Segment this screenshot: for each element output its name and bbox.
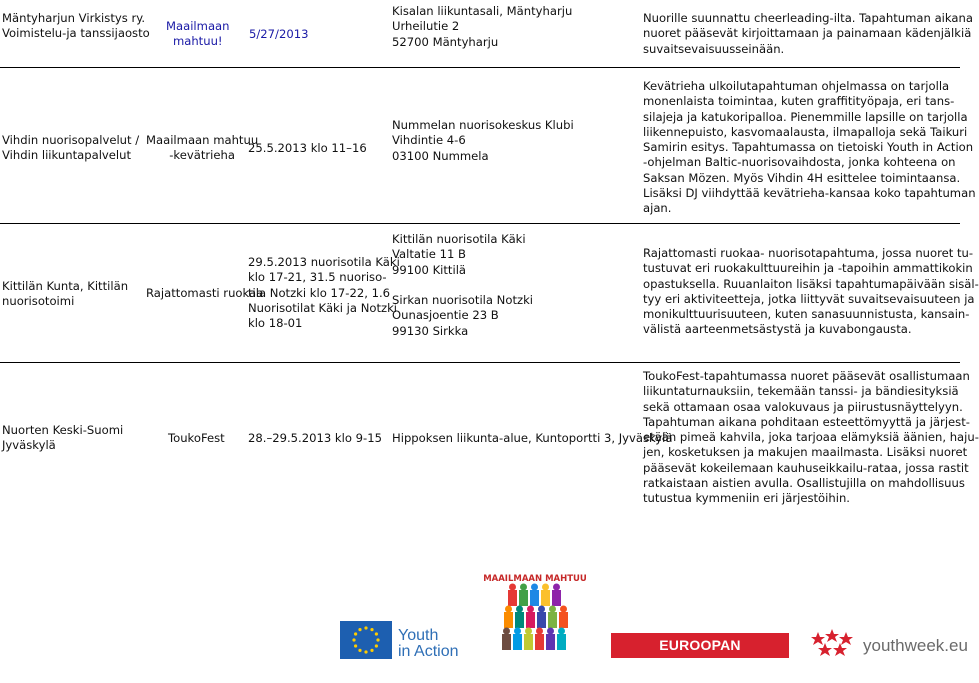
eu-star [354,632,357,635]
row2-location: Nummelan nuorisokeskus Klubi Vihdintie 4-6 03100 Nummela [392,118,574,163]
maailmaan-mahtuu-logo [483,570,587,664]
campaign-logo-text: MAAILMAAN MAHTUU [483,574,587,584]
eu-star [354,644,357,647]
eu-star [364,650,367,653]
row3-date: 29.5.2013 nuorisotila Käki klo 17-21, 31.5 nuoriso- tila Notzki klo 17-22, 1.6 Nuorisotilat Käki ja Notzki klo 18-01 [248,255,400,331]
row2-event: Maailmaan mahtuu -kevätrieha [146,133,259,163]
eu-star [370,628,373,631]
row3-organizer: Kittilän Kunta, Kittilän nuorisotoimi [2,279,129,309]
eu-star [370,649,373,652]
eu-star [375,644,378,647]
youthweek-text[interactable]: youthweek.eu [863,636,968,655]
row-divider-2 [0,223,960,224]
youth-in-action-logo: Youth in Action [398,627,459,660]
row3-description: Rajattomasti ruokaa- nuorisotapahtuma, jossa nuoret tu- tustuvat eri ruokakulttuureihin ja -tapoihin ammattikokin opastuksella. Ruuanlaiton lisäksi tapahtumapäivään sisäl- tyy eri aktiviteetteja, jotka liittyvät suvaitsevaisuuteen ja monikulttuurisuuteen, kuten sanasuunnistusta, kansain- välistä aarteenmetsästystä ja kuvabongausta. [643,246,979,337]
row4-location: Hippoksen liikunta-alue, Kuntoportti 3, Jyväskylä [392,431,673,445]
row2-description: Kevätrieha ulkoilutapahtuman ohjelmassa on tarjolla monenlaista toimintaa, kuten graffitityöpaja, eri tans- silajeja ja katukoripalloa. Pienemmille lapsille on tarjolla liikennepuisto, kasvomaalausta, ilmapalloja sekä Taikuri Samirin esitys. Tapahtumassa on tietoiski Youth in Action -ohjelman Baltic-nuorisovaihdosta, jonka kohteena on Saksan Mözen. Myös Vihdin 4H esittelee toimintaansa. Lisäksi DJ viihdyttää kevätrieha-kansaa koko tapahtuman ajan. [643,79,976,216]
row2-organizer: Vihdin nuorisopalvelut / Vihdin liikuntapalvelut [2,133,140,163]
row4-organizer: Nuorten Keski-Suomi Jyväskylä [2,423,124,453]
youthweek-logo [810,626,968,664]
eu-star [375,632,378,635]
row1-organizer: Mäntyharjun Virkistys ry. Voimistelu-ja tanssijaosto [2,11,150,41]
row4-event: ToukoFest [168,431,225,445]
row-divider-1 [0,67,960,68]
row4-description: ToukoFest-tapahtumassa nuoret pääsevät osallistumaan liikuntaturnauksiin, tekemään tanssi- ja bändiesityksiä sekä ottamaan osaa valokuvaus ja piirustusnäyttelyyn. Tapahtuman aikana pohditaan esteettömyyttä ja järjest- etään pimeä kahvila, joka tarjoaa elämyksiä äänien, haju- jen, kosketuksen ja makujen maailmasta. Lisäksi nuoret pääsevät kokeilemaan kauhuseikkailu-rataa, jossa rastit ratkaistaan aistien avulla. Osallistujilla on mahdollisuus tutustua kymmeniin eri järjestöihin. [643,369,979,506]
eu-flag-icon [340,621,392,659]
row4-date: 28.–29.5.2013 klo 9-15 [248,431,382,445]
row1-date: 5/27/2013 [249,27,309,41]
euroopan-nuorisoviikko-logo: EUROOPAN NUORISOVIIKKO [611,633,789,658]
row3-event: Rajattomasti ruokaa [146,286,264,300]
eu-star [364,626,367,629]
eu-star [352,638,355,641]
eu-star [376,638,379,641]
eu-star [358,628,361,631]
row2-date: 25.5.2013 klo 11–16 [248,141,367,155]
row1-location: Kisalan liikuntasali, Mäntyharju Urheilutie 2 52700 Mäntyharju [392,4,573,49]
row3-location: Kittilän nuorisotila Käki Valtatie 11 B 99100 Kittilä Sirkan nuorisotila Notzki Ounasjoentie 23 B 99130 Sirkka [392,232,534,338]
youthweek-stars-icon [810,628,856,662]
row-divider-3 [0,362,960,363]
row1-event[interactable]: Maailmaan mahtuu! [166,19,230,49]
eu-star [358,649,361,652]
row1-description: Nuorille suunnattu cheerleading-ilta. Tapahtuman aikana nuoret pääsevät kirjoittamaan ja painamaan kädenjälkiä suvaitsevaisuusseinään. [643,11,973,56]
